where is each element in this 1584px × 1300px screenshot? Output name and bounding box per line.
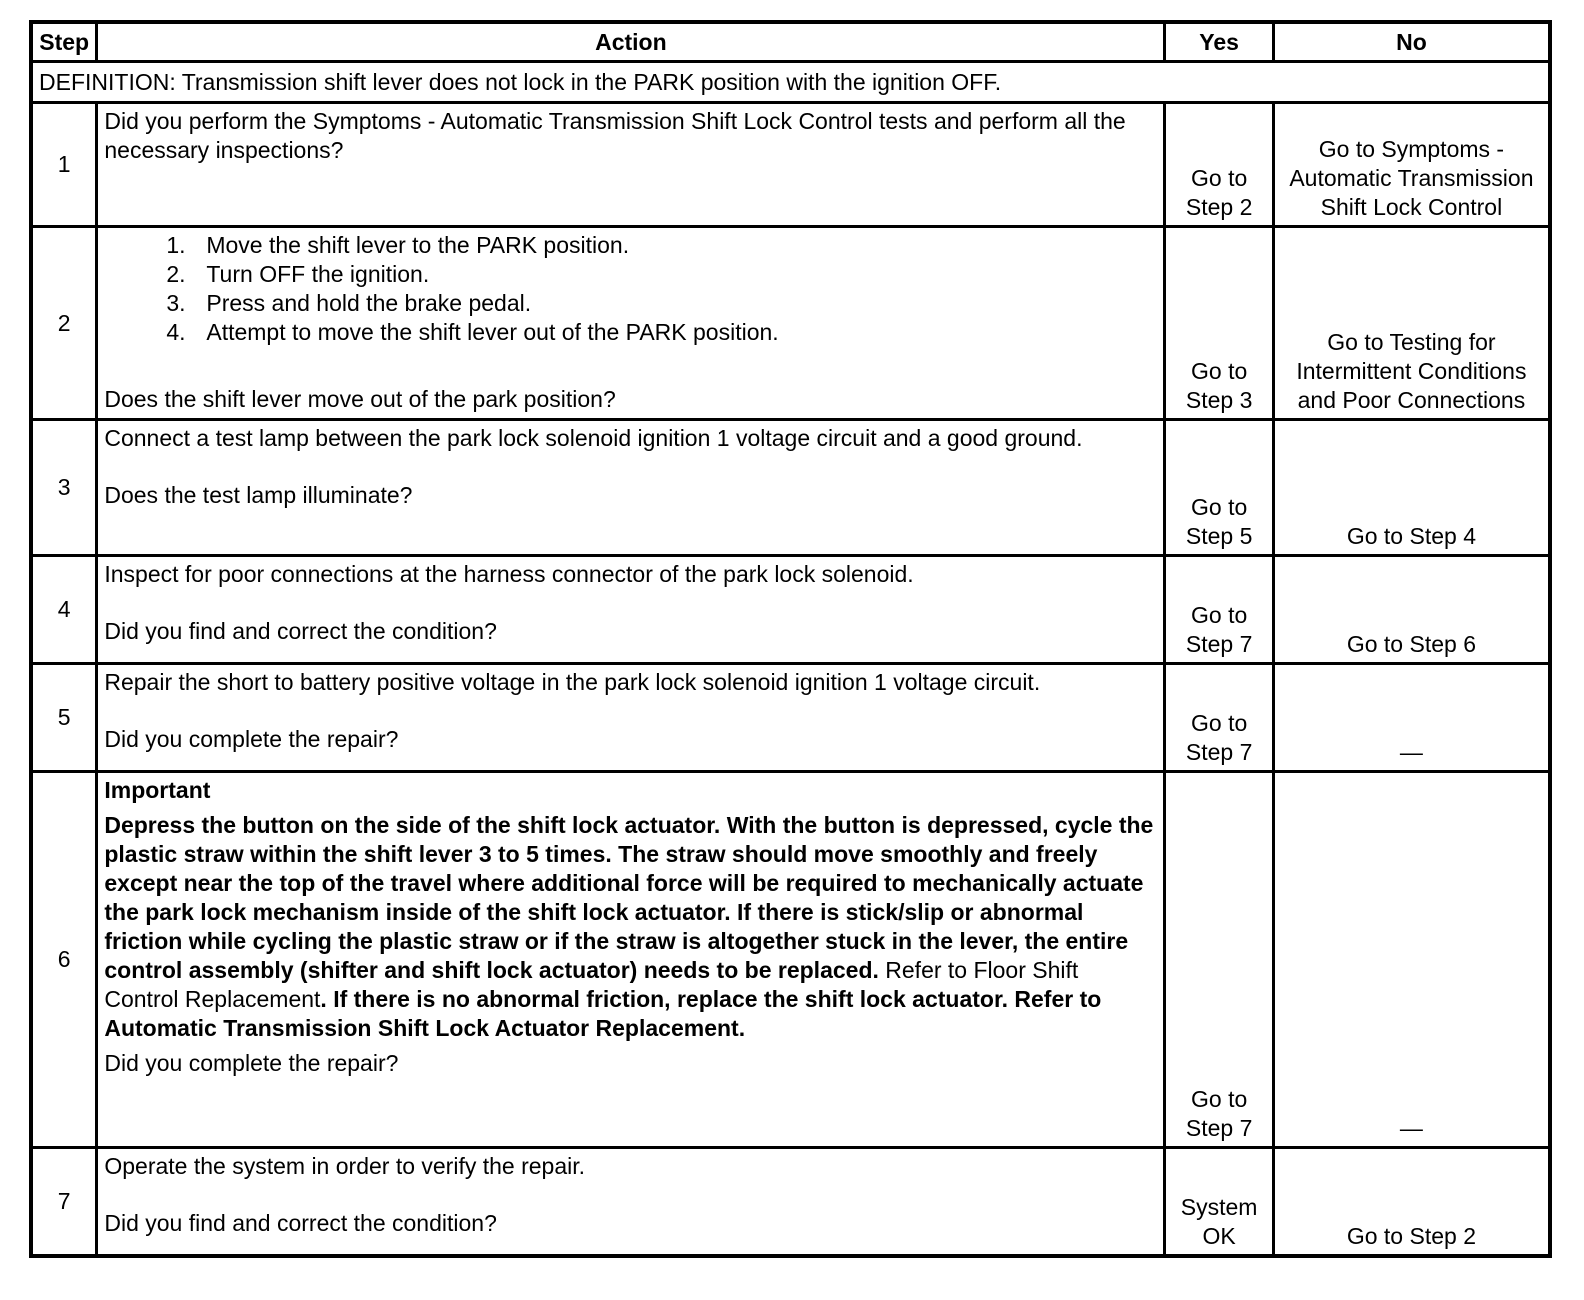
action-question: Did you complete the repair? [104, 1050, 399, 1076]
yes-cell: Go to Step 7 [1165, 664, 1273, 772]
list-item: Turn OFF the ignition. [206, 261, 430, 287]
action-cell [97, 103, 1165, 227]
no-cell: — [1273, 772, 1550, 1148]
step-number: 5 [31, 664, 97, 772]
no-cell: Go to Step 2 [1273, 1148, 1550, 1256]
yes-cell: Go to Step 2 [1165, 103, 1273, 227]
action-text: Did you perform the Symptoms - Automatic Transmission Shift Lock Control tests and perform all the necessary inspections? [104, 108, 1126, 163]
action-cell [97, 772, 1165, 1148]
no-cell: Go to Step 6 [1273, 556, 1550, 664]
action-text: Connect a test lamp between the park lock solenoid ignition 1 voltage circuit and a good ground. [104, 425, 1083, 451]
list-item: Attempt to move the shift lever out of the PARK position. [206, 319, 779, 345]
header-no: No [1273, 22, 1550, 62]
table-row [31, 227, 1550, 420]
step-number: 1 [31, 103, 97, 227]
header-row [31, 22, 1550, 62]
table-row [31, 1148, 1550, 1256]
step-number: 4 [31, 556, 97, 664]
action-question: Does the shift lever move out of the park position? [104, 386, 616, 412]
header-yes: Yes [1165, 22, 1273, 62]
table-row [31, 556, 1550, 664]
no-cell: Go to Symptoms - Automatic Transmission Shift Lock Control [1273, 103, 1550, 227]
important-body [104, 811, 1157, 1043]
no-cell: Go to Step 4 [1273, 420, 1550, 556]
reference-link[interactable]: Refer to Floor Shift Control Replacement [104, 957, 1079, 1012]
table-row [31, 772, 1550, 1148]
yes-cell: Go to Step 3 [1165, 227, 1273, 420]
action-cell [97, 227, 1165, 420]
action-cell [97, 664, 1165, 772]
important-title: Important [104, 777, 211, 803]
action-question: Did you find and correct the condition? [104, 1210, 497, 1236]
step-number: 7 [31, 1148, 97, 1256]
diagnostic-table [29, 20, 1552, 1258]
action-cell [97, 420, 1165, 556]
step-number: 2 [31, 227, 97, 420]
table-row [31, 420, 1550, 556]
action-text: Operate the system in order to verify the repair. [104, 1153, 586, 1179]
list-item: Move the shift lever to the PARK position. [206, 232, 630, 258]
important-text-continued: . If there is no abnormal friction, replace the shift lock actuator. Refer to Automatic Transmission Shift Lock Actuator Replacement. [104, 986, 1102, 1041]
yes-cell: System OK [1165, 1148, 1273, 1256]
action-question: Does the test lamp illuminate? [104, 482, 413, 508]
action-question: Did you complete the repair? [104, 726, 399, 752]
no-cell: Go to Testing for Intermittent Conditions and Poor Connections [1273, 227, 1550, 420]
action-text: Inspect for poor connections at the harness connector of the park lock solenoid. [104, 561, 914, 587]
yes-cell: Go to Step 7 [1165, 772, 1273, 1148]
definition-text: DEFINITION: Transmission shift lever does not lock in the PARK position with the ignition OFF. [31, 62, 1550, 103]
action-step-list [104, 231, 1157, 347]
action-cell [97, 1148, 1165, 1256]
yes-cell: Go to Step 7 [1165, 556, 1273, 664]
table-row [31, 103, 1550, 227]
step-number: 6 [31, 772, 97, 1148]
important-text: Depress the button on the side of the shift lock actuator. With the button is depressed, cycle the plastic straw within the shift lever 3 to 5 times. The straw should move smoothly and freely except near the top of the travel where additional force will be required to mechanically actuate the park lock mechanism inside of the shift lock actuator. If there is stick/slip or abnormal friction while cycling the plastic straw or if the straw is altogether stuck in the lever, the entire control assembly (shifter and shift lock actuator) needs to be replaced. [104, 812, 1154, 983]
action-question: Did you find and correct the condition? [104, 618, 497, 644]
header-action: Action [97, 22, 1165, 62]
header-step: Step [31, 22, 97, 62]
step-number: 3 [31, 420, 97, 556]
definition-row [31, 62, 1550, 103]
action-text: Repair the short to battery positive voltage in the park lock solenoid ignition 1 voltage circuit. [104, 669, 1041, 695]
yes-cell: Go to Step 5 [1165, 420, 1273, 556]
action-cell [97, 556, 1165, 664]
list-item: Press and hold the brake pedal. [206, 290, 532, 316]
table-row [31, 664, 1550, 772]
no-cell: — [1273, 664, 1550, 772]
